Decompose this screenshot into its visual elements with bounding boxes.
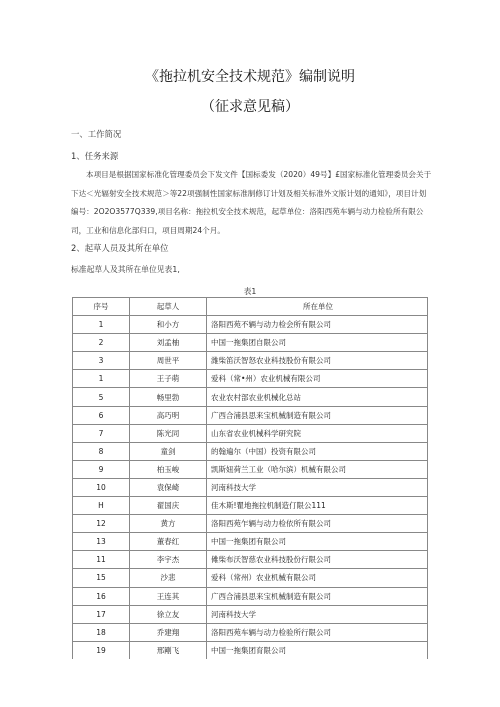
row-index: 10	[73, 478, 130, 496]
row-drafter: 王连其	[130, 587, 207, 605]
row-index: 2	[73, 334, 130, 352]
row-index: 19	[73, 641, 130, 659]
row-organization: 潍柴笛沃智怒农业科技股份有限公司	[207, 352, 428, 370]
row-drafter: 沙悲	[130, 569, 207, 587]
table-row	[73, 641, 428, 659]
row-organization: 佳木斯!瞿地拖拉机制造仃限公111	[207, 497, 428, 515]
row-index: 12	[73, 515, 130, 533]
section-heading-drafters: 2、起草人员及其所在单位	[71, 243, 169, 253]
section-heading-work-overview: 一、工作简况	[71, 129, 122, 139]
row-organization: 广西合浦县思来宝机械制造有限公司	[207, 587, 428, 605]
table-row	[73, 587, 428, 605]
table-row	[73, 551, 428, 569]
task-line: 编号：2O2O3577Q339,项目名称：拖拉机安全技术规范，起草单位：洛阳西苑车辆与动力检验所有限公	[71, 207, 424, 216]
table-header-row	[73, 298, 428, 316]
task-line: 本项目是根据国家标准化管理委员会下发文件【国标委发（2020）49号】£国家标准化管理委员会关于	[86, 170, 432, 179]
row-organization: 广西合浦县思来宝机械制造有限公司	[207, 406, 428, 424]
row-drafter: 柏玉峻	[130, 460, 207, 478]
row-organization: 山东省农业机械科学研究院	[207, 424, 428, 442]
row-organization: 河南科技大学	[207, 478, 428, 496]
row-organization: 中国一拖集团有限公司	[207, 533, 428, 551]
row-drafter: 童剑	[130, 442, 207, 460]
row-index: 1	[73, 316, 130, 334]
row-index: 1	[73, 370, 130, 388]
drafters-intro: 标准起草人及其所在单位见表1,	[71, 265, 180, 274]
table-row	[73, 424, 428, 442]
row-index: H	[73, 497, 130, 515]
row-index: 8	[73, 442, 130, 460]
document-subtitle: （征求意见稿）	[201, 99, 299, 115]
row-drafter: 陈光同	[130, 424, 207, 442]
row-index: 7	[73, 424, 130, 442]
task-line: 司，工业和信息化部归口，项目周期24个月。	[71, 225, 225, 235]
row-organization: 洛阳西苑乍辆与动力检依所有限公司	[207, 515, 428, 533]
drafters-table	[72, 297, 428, 659]
table-row	[73, 533, 428, 551]
row-drafter: 袁保崎	[130, 478, 207, 496]
row-organization: 凯斯妞荷兰工业（哈尔滨）机械有限公司	[207, 460, 428, 478]
row-index: 11	[73, 551, 130, 569]
row-index: 18	[73, 623, 130, 641]
table-row	[73, 515, 428, 533]
table-row	[73, 442, 428, 460]
document-title: 《拖拉机安全技术规范》编制说明	[145, 69, 355, 85]
row-organization: 中国一拖集团自限公司	[207, 334, 428, 352]
section-heading-task-source: 1、任务来源	[71, 151, 119, 161]
row-organization: 中国一拖集团育限公司	[207, 641, 428, 659]
table-row	[73, 605, 428, 623]
row-drafter: 李宇杰	[130, 551, 207, 569]
row-drafter: 翟国庆	[130, 497, 207, 515]
row-organization: 洛阳西苑车辆与动力检验所行限公司	[207, 623, 428, 641]
table-row	[73, 460, 428, 478]
row-drafter: 高巧明	[130, 406, 207, 424]
table-row	[73, 316, 428, 334]
row-organization: 农业农村部农业机械化总站	[207, 388, 428, 406]
row-drafter: 周世平	[130, 352, 207, 370]
row-index: 17	[73, 605, 130, 623]
table-row	[73, 623, 428, 641]
row-organization: 傩柴布沃智慈农业科技股份行限公司	[207, 551, 428, 569]
row-drafter: 董春红	[130, 533, 207, 551]
row-drafter: 刘孟柚	[130, 334, 207, 352]
row-organization: 河南科技大学	[207, 605, 428, 623]
table-caption: 表1	[243, 287, 257, 296]
row-index: 15	[73, 569, 130, 587]
table-row	[73, 334, 428, 352]
header-drafter: 起草人	[130, 298, 207, 316]
row-drafter: 徐立友	[130, 605, 207, 623]
row-index: 3	[73, 352, 130, 370]
row-drafter: 邢剛飞	[130, 641, 207, 659]
row-index: 6	[73, 406, 130, 424]
row-drafter: 乔建翔	[130, 623, 207, 641]
task-source-paragraph	[71, 166, 441, 240]
table-row	[73, 352, 428, 370]
row-drafter: 王子萌	[130, 370, 207, 388]
row-organization: 爱科（常州）农业机械有限公司	[207, 569, 428, 587]
row-organization: 爱科（常•州）农业机械有限公司	[207, 370, 428, 388]
row-index: 9	[73, 460, 130, 478]
row-organization: 的翰遍尔（中国）投资有限公司	[207, 442, 428, 460]
row-drafter: 和小方	[130, 316, 207, 334]
table-row	[73, 478, 428, 496]
task-line: 下达＜光辐射安全技术规范＞等22项强制性国家标准制修订计划及相关标准外文版计划的通知》，项目计划	[71, 188, 427, 198]
table-row	[73, 406, 428, 424]
row-index: 5	[73, 388, 130, 406]
table-row	[73, 370, 428, 388]
table-row	[73, 497, 428, 515]
header-index: 序号	[73, 298, 130, 316]
table-row	[73, 569, 428, 587]
row-drafter: 黄方	[130, 515, 207, 533]
row-organization: 洛阳西苑不辆与动力检会所有限公司	[207, 316, 428, 334]
row-drafter: 畅里勃	[130, 388, 207, 406]
row-index: 16	[73, 587, 130, 605]
table-row	[73, 388, 428, 406]
header-organization: 所在单位	[207, 298, 428, 316]
row-index: 13	[73, 533, 130, 551]
